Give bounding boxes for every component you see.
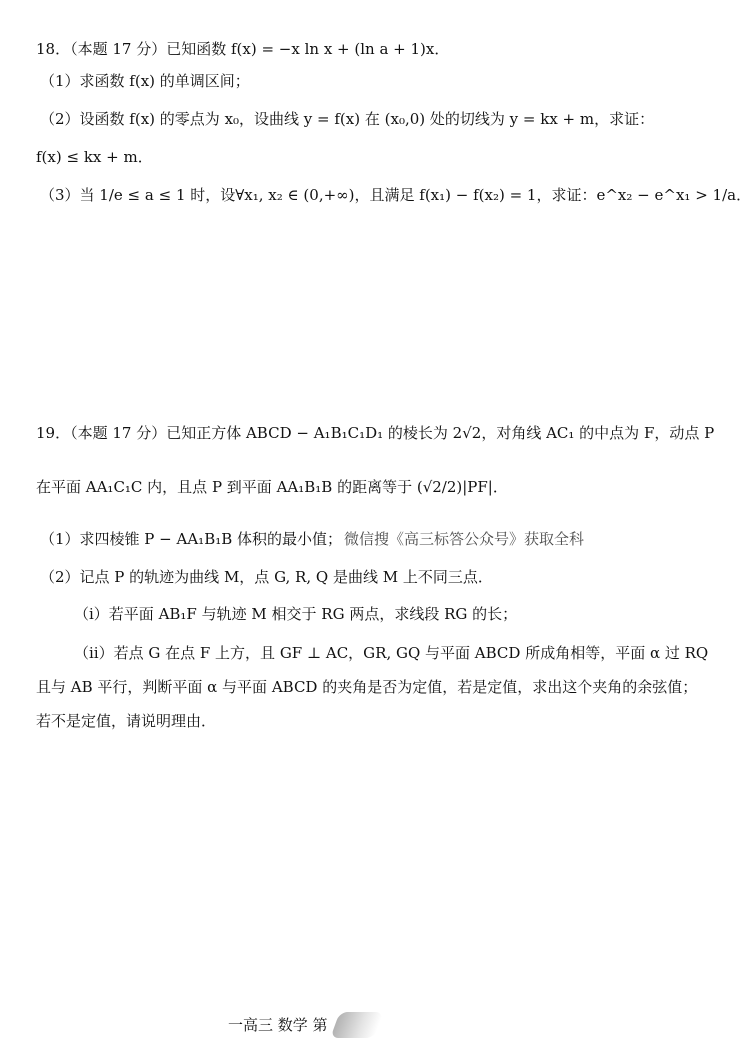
q18-part1: （1）求函数 f(x) 的单调区间； <box>40 72 250 90</box>
q19-part1: （1）求四棱锥 P − AA₁B₁B 体积的最小值； <box>40 530 343 548</box>
q19-stem-line2: 在平面 AA₁C₁C 内，且点 P 到平面 AA₁B₁B 的距离等于 (√2/2)|PF|． <box>36 478 508 496</box>
q18-part3: （3）当 1/e ≤ a ≤ 1 时，设∀x₁, x₂ ∈ (0,+∞)，且满足 f(x₁) − f(x₂) = 1，求证：e^x₂ − e^x₁ > 1/a． <box>40 186 751 204</box>
q19-part2: （2）记点 P 的轨迹为曲线 M，点 G, R, Q 是曲线 M 上不同三点． <box>40 568 493 586</box>
q18-stem: 18．（本题 17 分）已知函数 f(x) = −x ln x + (ln a + 1)x． <box>36 40 450 58</box>
q19-sub-i: （ⅰ）若平面 AB₁F 与轨迹 M 相交于 RG 两点，求线段 RG 的长； <box>74 605 518 623</box>
q19-sub-ii-line2: 且与 AB 平行，判断平面 α 与平面 ABCD 的夹角是否为定值，若是定值，求出这个夹角的余弦值； <box>36 678 698 696</box>
q19-sub-ii-line1: （ⅱ）若点 G 在点 F 上方，且 GF ⊥ AC，GR, GQ 与平面 ABCD 所成角相等，平面 α 过 RQ <box>74 644 709 662</box>
watermark-text: 微信搜《高三标答公众号》获取全科 <box>344 530 585 548</box>
q19-sub-ii-line3: 若不是定值，请说明理由． <box>36 712 217 730</box>
q18-part2-line2: f(x) ≤ kx + m． <box>36 148 153 166</box>
q19-part1-row <box>40 528 637 550</box>
q19-stem-line1: 19．（本题 17 分）已知正方体 ABCD − A₁B₁C₁D₁ 的棱长为 2√2，对角线 AC₁ 的中点为 F，动点 P <box>36 424 715 442</box>
q18-part2-line1: （2）设函数 f(x) 的零点为 x₀，设曲线 y = f(x) 在 (x₀,0) 处的切线为 y = kx + m，求证： <box>40 110 655 128</box>
page-footer: 一高三 数学 第 <box>228 1016 328 1034</box>
footer-smudge <box>330 1012 383 1038</box>
